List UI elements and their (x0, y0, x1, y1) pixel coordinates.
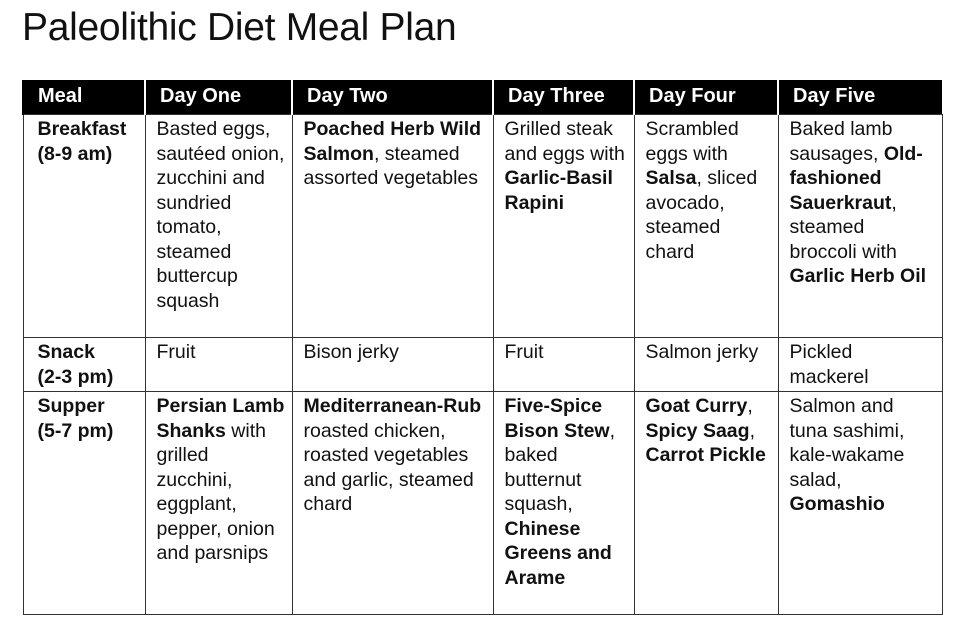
menu-text: roasted chicken, roasted vegetables and garlic, steamed chard (303, 419, 474, 515)
dish-name: Garlic Herb Oil (789, 265, 927, 287)
meal-plan-table (22, 80, 943, 615)
column-header-day-three: Day Three (493, 80, 634, 115)
meal-name: Breakfast (37, 118, 127, 140)
menu-cell (145, 392, 292, 615)
meal-time: (2-3 pm) (37, 365, 114, 388)
column-header-day-two: Day Two (292, 80, 493, 115)
menu-text: with grilled zucchini, eggplant, pepper, onion and parsnips (156, 419, 275, 564)
dish-name: Salsa (645, 167, 697, 189)
menu-text: Grilled steak and eggs with (504, 118, 625, 165)
menu-cell (634, 338, 778, 392)
dish-name: Goat Curry (645, 395, 748, 417)
menu-cell (292, 392, 493, 615)
menu-text: Fruit (504, 341, 544, 363)
menu-text: , (747, 395, 753, 417)
table-row-snack (23, 338, 942, 392)
menu-cell (778, 115, 942, 338)
menu-text: Baked lamb sausages, (789, 118, 893, 165)
menu-cell (493, 115, 634, 338)
meal-name: Supper (37, 395, 105, 417)
dish-name: Chinese Greens and Arame (504, 517, 612, 589)
dish-name: Garlic-Basil Rapini (504, 167, 613, 214)
column-header-day-four: Day Four (634, 80, 778, 115)
menu-cell (292, 338, 493, 392)
menu-cell (493, 338, 634, 392)
dish-name: Old-fashioned Sauerkraut (789, 142, 923, 214)
menu-text: , baked butternut squash, (504, 419, 616, 515)
menu-cell (778, 392, 942, 615)
dish-name: Mediterranean-Rub (303, 395, 482, 417)
column-header-meal: Meal (23, 80, 145, 115)
table-row-breakfast (23, 115, 942, 338)
menu-text: Bison jerky (303, 341, 399, 363)
page-title: Paleolithic Diet Meal Plan (22, 6, 457, 49)
column-header-day-five: Day Five (778, 80, 942, 115)
meal-time: (8-9 am) (37, 142, 113, 165)
meal-cell (23, 338, 145, 392)
menu-cell (634, 392, 778, 615)
menu-text: , (749, 419, 755, 442)
menu-text: Salmon and tuna sashimi, kale-wakame salad, (789, 395, 905, 491)
menu-text: , sliced avocado, steamed chard (645, 167, 758, 263)
meal-cell (23, 115, 145, 338)
meal-cell (23, 392, 145, 615)
menu-cell (634, 115, 778, 338)
meal-name: Snack (37, 341, 95, 363)
dish-name: Gomashio (789, 493, 885, 515)
menu-text: Fruit (156, 341, 196, 363)
menu-cell (493, 392, 634, 615)
menu-cell (778, 338, 942, 392)
menu-text: Scrambled eggs with (645, 118, 739, 165)
dish-name: Persian Lamb Shanks (156, 395, 285, 442)
dish-name: Spicy Saag (645, 419, 750, 442)
menu-cell (292, 115, 493, 338)
menu-cell (145, 115, 292, 338)
table-header-row (23, 80, 942, 115)
column-header-day-one: Day One (145, 80, 292, 115)
menu-text: Basted eggs, sautéed onion, zucchini and sundried tomato, steamed buttercup squash (156, 118, 285, 312)
dish-name: Poached Herb Wild Salmon (303, 118, 482, 165)
menu-text: , steamed broccoli with (789, 191, 897, 263)
menu-text: Salmon jerky (645, 341, 759, 363)
dish-name: Carrot Pickle (645, 444, 766, 466)
table-row-supper (23, 392, 942, 615)
menu-text: Pickled mackerel (789, 341, 869, 388)
menu-text: , steamed assorted vegetables (303, 142, 479, 189)
menu-cell (145, 338, 292, 392)
meal-time: (5-7 pm) (37, 419, 114, 442)
dish-name: Five-Spice Bison Stew (504, 395, 610, 442)
